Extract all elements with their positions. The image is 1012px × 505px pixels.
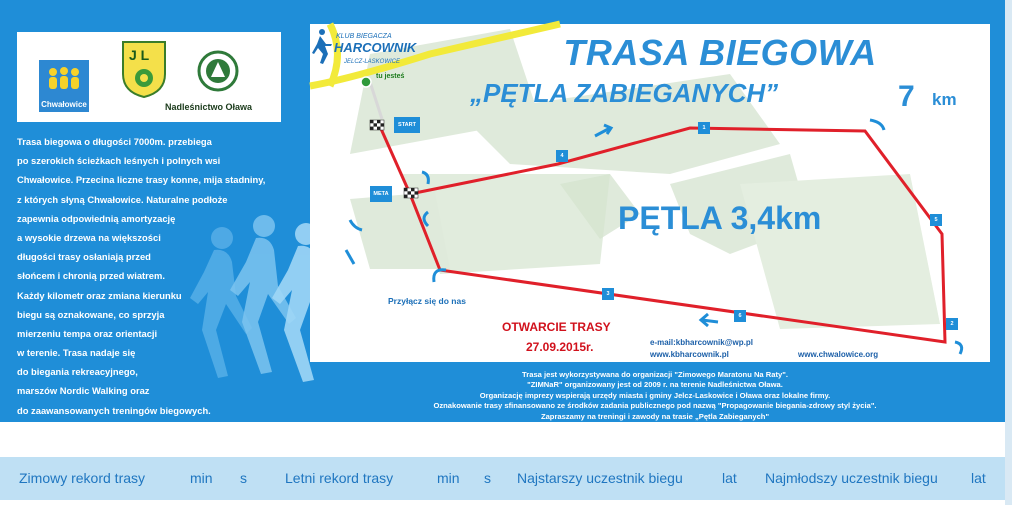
years-unit: lat <box>722 470 737 486</box>
description-line: Każdy kilometr oraz zmiana kierunku <box>17 289 182 301</box>
description-line: słońcem i chronią przed wiatrem. <box>17 270 165 282</box>
chwalowice-logo <box>39 60 89 112</box>
description-line: marszów Nordic Walking oraz <box>17 385 150 397</box>
website-link-2[interactable]: www.chwalowice.org <box>798 350 879 359</box>
description-line: Trasa biegowa o długości 7000m. przebiega <box>17 136 212 147</box>
description-line: do zaawansowanych treningów biegowych. <box>17 404 211 416</box>
records-band <box>0 457 1005 500</box>
distance-unit: km <box>932 90 957 109</box>
description-line: z których słyną Chwałowice. Naturalne podłoże <box>17 193 228 205</box>
finish-flag-icon <box>404 188 418 198</box>
board-frame <box>1005 0 1012 505</box>
sec-unit: s <box>484 470 491 486</box>
min-unit: min <box>190 470 213 486</box>
page-title: TRASA BIEGOWA <box>563 32 877 73</box>
start-flag-icon <box>370 120 384 130</box>
km-marker: 3 <box>602 288 614 300</box>
people-icon <box>45 66 83 92</box>
oldest-participant-label: Najstarszy uczestnik biegu <box>517 470 683 486</box>
youngest-participant-label: Najmłodszy uczestnik biegu <box>765 470 938 486</box>
description-line: do biegania rekreacyjnego, <box>17 366 138 378</box>
footer-line: "ZIMNaR" organizowany jest od 2009 r. na terenie Nadleśnictwa Oława. <box>527 380 783 390</box>
club-name-main: HARCOWNIK <box>334 40 417 55</box>
min-unit: min <box>437 470 460 486</box>
opening-date: 27.09.2015r. <box>526 340 594 354</box>
logo-box <box>17 32 281 122</box>
description-line: długości trasy osłaniają przed <box>17 251 151 263</box>
distance-value: 7 <box>898 80 915 113</box>
municipality-crest-icon <box>121 40 167 98</box>
route-map <box>310 24 990 362</box>
route-name: „PĘTLA ZABIEGANYCH” <box>470 78 779 108</box>
description-line: biegu są oznakowane, co sprzyja <box>17 308 165 320</box>
club-name-line: KLUB BIEGACZA <box>336 33 392 40</box>
footer-line: Oznakowanie trasy sfinansowano ze środków zadania publicznego pod nazwą "Propagowanie biegania-zdrowy styl życia". <box>433 401 877 411</box>
summer-record-label: Letni rekord trasy <box>285 470 394 486</box>
opening-label: OTWARCIE TRASY <box>502 320 611 334</box>
km-marker: 5 <box>930 214 942 226</box>
website-link[interactable]: www.kbharcownik.pl <box>650 350 729 359</box>
email-link[interactable]: e-mail:kbharcownik@wp.pl <box>650 338 753 347</box>
loop-label: PĘTLA 3,4km <box>618 200 822 236</box>
chwalowice-logo-text: Chwałowice <box>41 100 87 109</box>
sec-unit: s <box>240 470 247 486</box>
footer-line: Zapraszamy na treningi i zawody na trasie „Pętla Zabieganych" <box>540 411 770 421</box>
join-us-text: Przyłącz się do nas <box>388 296 466 306</box>
you-are-here-label: tu jesteś <box>376 73 405 80</box>
description-line: po szerokich ścieżkach leśnych i polnych wsi <box>17 155 221 167</box>
description-line: Chwałowice. Przecina liczne trasy konne, mija stadniny, <box>17 174 266 186</box>
route-map-drawing <box>310 24 990 362</box>
footer-line: Trasa jest wykorzystywana do organizacji "Zimowego Maratonu Na Raty". <box>522 370 788 379</box>
crest-letters: J L <box>129 47 150 63</box>
footer-line: Organizację imprezy wspierają urzędy miasta i gminy Jelcz-Laskowice i Oława oraz lokalne firmy. <box>479 390 831 400</box>
km-marker: 6 <box>734 310 746 322</box>
description-line: zapewnia odpowiednią amortyzację <box>17 212 176 224</box>
km-marker: 2 <box>946 318 958 330</box>
forestry-name: Nadleśnictwo Oława <box>165 102 253 112</box>
forestry-seal-icon <box>197 50 239 92</box>
club-town: JELCZ-LASKOWICE <box>344 59 401 65</box>
km-marker: 1 <box>698 122 710 134</box>
footer-info <box>305 370 1005 422</box>
description-line: mierzeniu tempa oraz orientacji <box>17 327 158 339</box>
start-sign: START <box>394 117 420 133</box>
km-marker: 4 <box>556 150 568 162</box>
finish-sign: META <box>370 186 392 202</box>
years-unit: lat <box>971 470 986 486</box>
field-area <box>740 174 940 329</box>
description-line: a wysokie drzewa na większości <box>17 231 161 243</box>
you-are-here-icon <box>361 77 371 87</box>
winter-record-label: Zimowy rekord trasy <box>19 470 146 486</box>
description-line: w terenie. Trasa nadaje się <box>17 347 136 359</box>
club-logo <box>310 24 417 68</box>
